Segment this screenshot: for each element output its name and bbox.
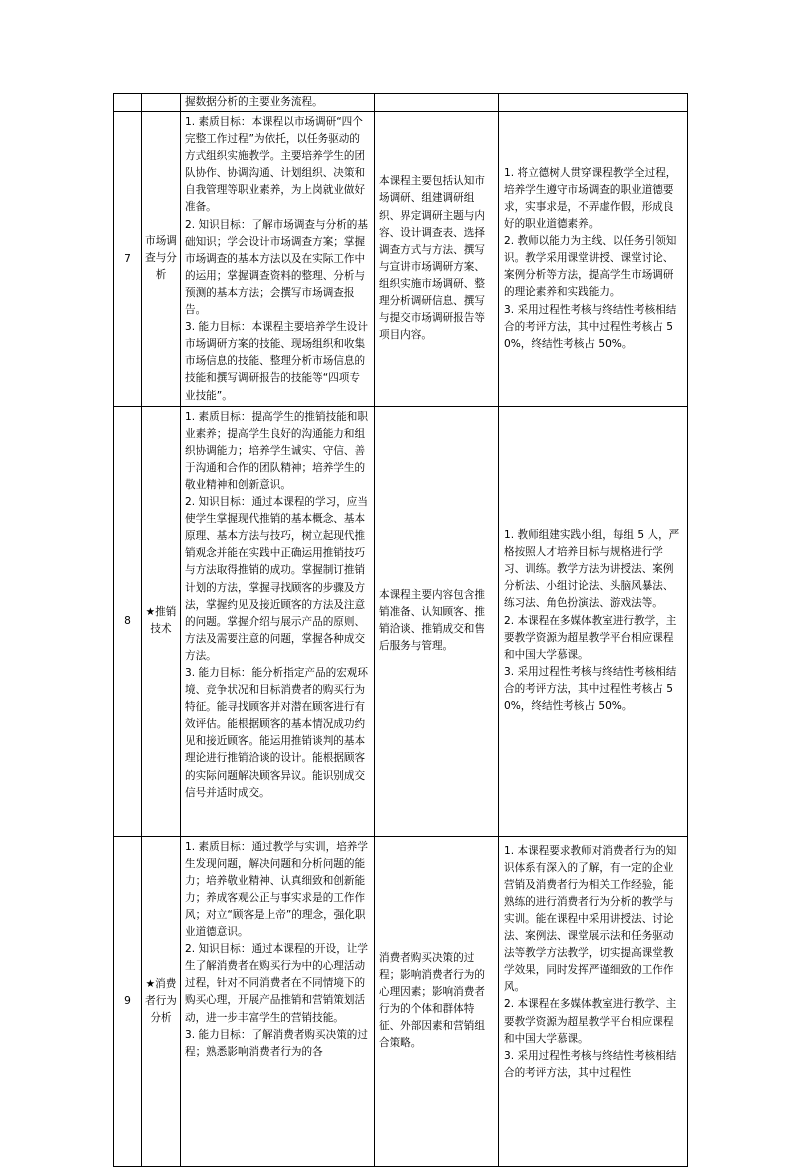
- goal-knowledge: 2. 知识目标：通过本课程的学习，应当使学生掌握现代推销的基本概念、基本原理、基本方法与技巧，树立起现代推销观念并能在实践中正确运用推销技巧与方法取得推销的成功。掌握制订推销计划的方法，掌握寻找顾客的步骤及方法，掌握约见及接近顾客的方法及注意的问题。掌握介绍与展示产品的原则、方法及需要注意的问题，掌握各种成交方法。: [185, 496, 368, 662]
- table-row: [114, 406, 688, 836]
- course-table: [113, 93, 688, 1167]
- course-name-cell: [142, 94, 181, 112]
- content-cell: [375, 94, 499, 112]
- goal-knowledge: 2. 知识目标：了解市场调查与分析的基础知识；学会设计市场调查方案；掌握市场调查的基本方法以及在实际工作中的运用；掌握调查资料的整理、分析与预测的基本方法；会撰写市场调查报告。: [185, 218, 368, 317]
- requirement-item: 3. 采用过程性考核与终结性考核相结合的考评方法，其中过程性考核占 50%，终结性考核占 50%。: [504, 303, 677, 350]
- teaching-requirements: [499, 112, 688, 407]
- goal-quality: 1. 素质目标：提高学生的推销技能和职业素养；提高学生良好的沟通能力和组织协调能力；培养学生诚实、守信、善于沟通和合作的团队精神；培养学生的敬业精神和创新意识。: [185, 410, 368, 491]
- goal-ability: 3. 能力目标：了解消费者购买决策的过程；熟悉影响消费者行为的各: [185, 1028, 368, 1058]
- teaching-requirements: [499, 406, 688, 836]
- requirement-item: 3. 采用过程性考核与终结性考核相结合的考评方法，其中过程性考核占 50%，终结性考核占 50%。: [504, 665, 677, 713]
- course-name: ★消费者行为分析: [142, 836, 181, 1166]
- requirements-cell: [499, 94, 688, 112]
- row-number: 8: [114, 406, 142, 836]
- requirement-item: 1. 教师组建实践小组，每组 5 人，严格按照人才培养目标与规格进行学习、训练。教学方法为讲授法、案例分析法、小组讨论法、头脑风暴法、练习法、角色扮演法、游戏法等。: [504, 529, 680, 610]
- course-name: 市场调查与分析: [142, 112, 181, 407]
- row-number: 9: [114, 836, 142, 1166]
- goal-ability: 3. 能力目标：本课程主要培养学生设计市场调研方案的技能、现场组织和收集市场信息的技能、整理分析市场信息的技能和撰写调研报告的技能等“四项专业技能”。: [185, 321, 368, 402]
- requirement-item: 2. 教师以能力为主线、以任务引领知识。教学采用课堂讲授、课堂讨论、案例分析等方法，提高学生市场调研的理论素养和实践能力。: [504, 235, 677, 299]
- table-row: [114, 836, 688, 1166]
- course-goals: [181, 406, 375, 836]
- goal-quality: 1. 素质目标：通过教学与实训，培养学生发现问题，解决问题和分析问题的能力；培养敬业精神、认真细致和创新能力；养成客观公正与事实求是的工作作风；对立“顾客是上帝”的理念，强化职业道德意识。: [185, 840, 368, 939]
- requirement-item: 3. 采用过程性考核与终结性考核相结合的考评方法，其中过程性: [504, 1049, 677, 1079]
- table-row: [114, 112, 688, 407]
- row-number: 7: [114, 112, 142, 407]
- num-cell: [114, 94, 142, 112]
- requirement-item: 1. 将立德树人贯穿课程教学全过程，培养学生遵守市场调查的职业道德要求，实事求是，不弄虚作假，形成良好的职业道德素养。: [504, 166, 677, 231]
- requirement-item: 2. 本课程在多媒体教室进行教学、主要教学资源为超星教学平台相应课程和中国大学慕课。: [504, 998, 677, 1045]
- goal-ability: 3. 能力目标：能分析指定产品的宏观环境、竞争状况和目标消费者的购买行为特征。能寻找顾客并对潜在顾客进行有效评估。能根据顾客的基本情况成功约见和接近顾客。能运用推销谈判的基本理论进行推销洽谈的设计。能根据顾客的实际问题解决顾客异议。能识别成交信号并适时成交。: [185, 667, 368, 799]
- teaching-requirements: [499, 836, 688, 1166]
- course-content: 消费者购买决策的过程；影响消费者行为的心理因素；影响消费者行为的个体和群体特征、外部因素和营销组合策略。: [375, 836, 499, 1166]
- goal-quality: 1. 素质目标：本课程以市场调研“四个完整工作过程”为依托，以任务驱动的方式组织实施教学。主要培养学生的团队协作、协调沟通、计划组织、决策和自我管理等职业素养，为上岗就业做好准备。: [185, 116, 366, 214]
- goal-knowledge: 2. 知识目标：通过本课程的开设，让学生了解消费者在购买行为中的心理活动过程，针对不同消费者在不同情境下的购买心理，开展产品推销和营销策划活动，进一步丰富学生的营销技能。: [185, 943, 368, 1024]
- table-row-continued: [114, 94, 688, 112]
- course-goals: [181, 112, 375, 407]
- course-name: ★推销技术: [142, 406, 181, 836]
- course-content: 本课程主要包括认知市场调研、组建调研组织、界定调研主题与内容、设计调查表、选择调查方式与方法、撰写与宣讲市场调研方案、组织实施市场调研、整理分析调研信息、撰写与提交市场调研报告等项目内容。: [375, 112, 499, 407]
- course-goals: [181, 836, 375, 1166]
- requirement-item: 1. 本课程要求教师对消费者行为的知识体系有深入的了解，有一定的企业营销及消费者行为相关工作经验，能熟练的进行消费者行为分析的教学与实训。能在课程中采用讲授法、讨论法、案例法、课堂展示法和任务驱动法等教学方法教学，切实提高课堂教学效果，同时发挥严谨细致的工作作风。: [504, 844, 677, 994]
- requirement-item: 2. 本课程在多媒体教室进行教学，主要教学资源为超星教学平台相应课程和中国大学慕课。: [504, 614, 677, 661]
- goals-cell: 握数据分析的主要业务流程。: [181, 94, 375, 112]
- course-content: 本课程主要内容包含推销准备、认知顾客、推销洽谈、推销成交和售后服务与管理。: [375, 406, 499, 836]
